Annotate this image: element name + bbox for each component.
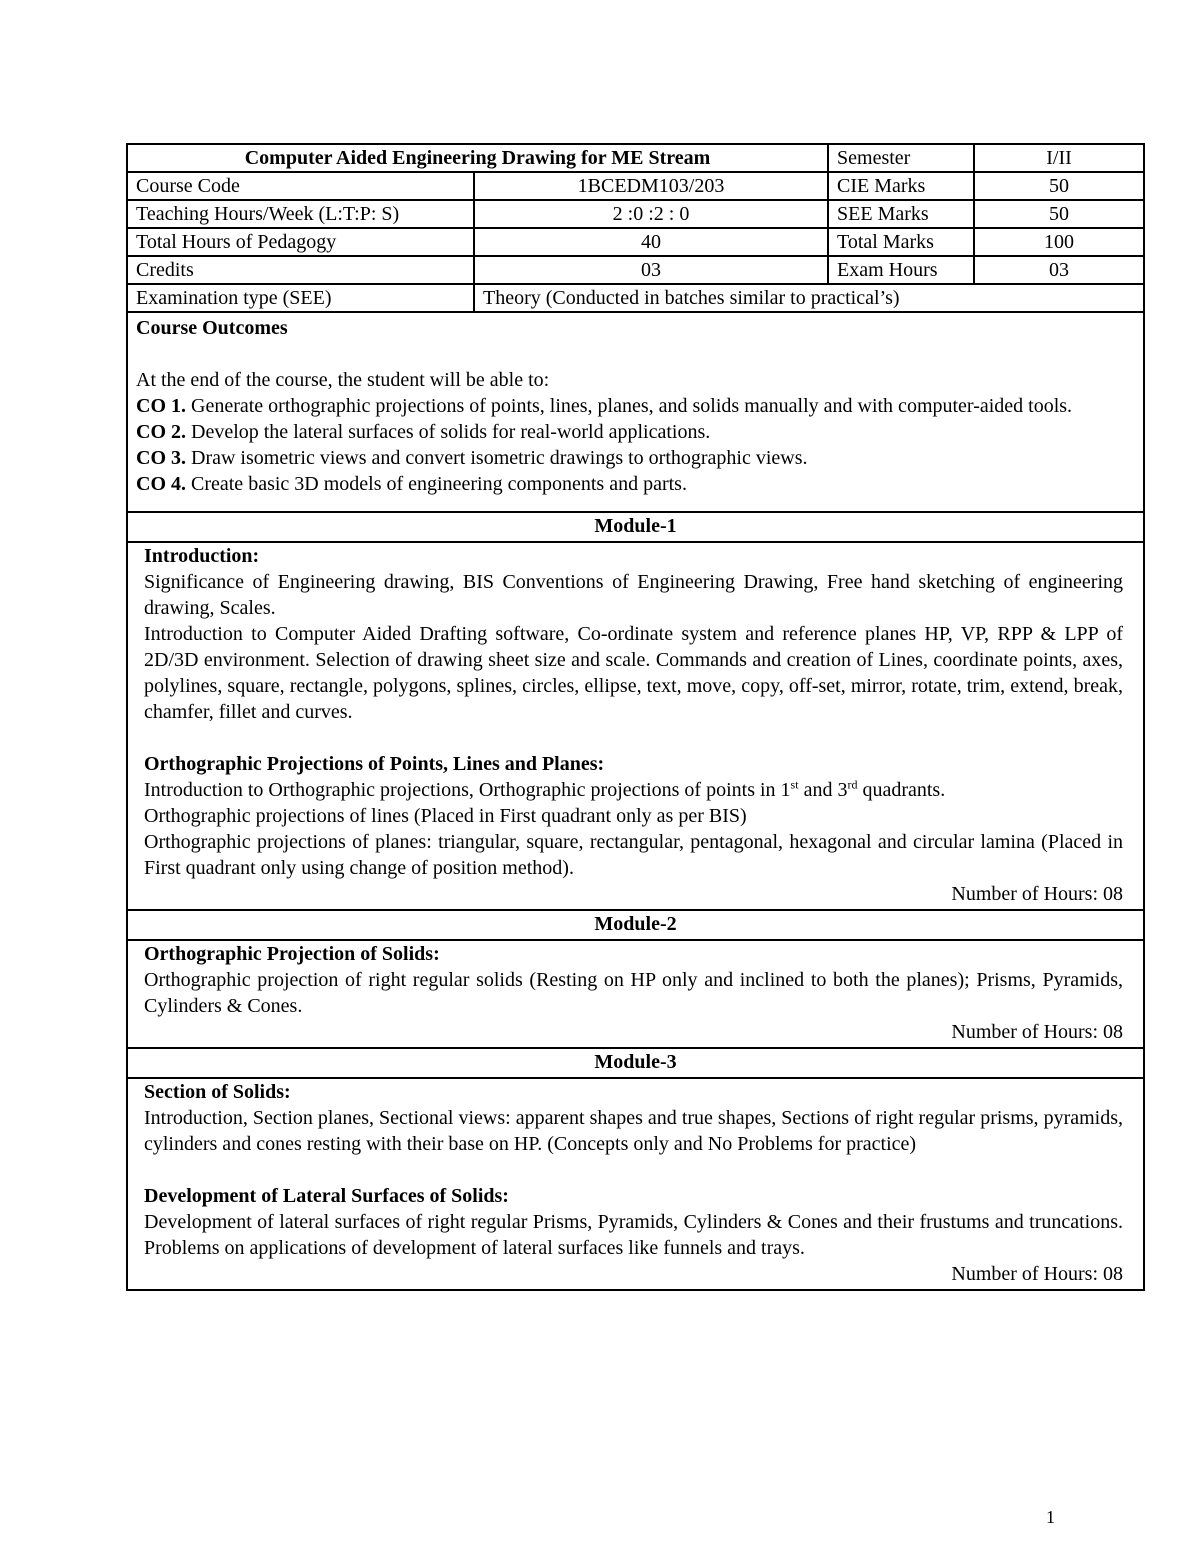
module-title-row xyxy=(127,1048,1144,1078)
info-value: 2 :0 :2 : 0 xyxy=(474,200,828,228)
info-value2: 50 xyxy=(974,172,1144,200)
spacer xyxy=(144,1157,1123,1183)
info-label2: Total Marks xyxy=(828,228,974,256)
semester-value: I/II xyxy=(974,144,1144,172)
module-body xyxy=(127,542,1144,910)
section-heading: Orthographic Projection of Solids: xyxy=(144,943,440,965)
info-label2: SEE Marks xyxy=(828,200,974,228)
section-paragraph xyxy=(144,777,1123,803)
co-text: Develop the lateral surfaces of solids for real-world applications. xyxy=(186,421,711,443)
exam-type-value: Theory (Conducted in batches similar to practical’s) xyxy=(474,284,1144,312)
section-paragraph: Orthographic projections of lines (Placed in First quadrant only as per BIS) xyxy=(144,805,747,827)
module-body-row xyxy=(127,1078,1144,1290)
course-outcome-item xyxy=(136,471,1135,497)
course-outcome-item xyxy=(136,419,1135,445)
section-heading: Development of Lateral Surfaces of Solids: xyxy=(144,1185,509,1207)
course-outcomes-cell xyxy=(127,312,1144,512)
course-title: Computer Aided Engineering Drawing for ME Stream xyxy=(127,144,828,172)
section-paragraph: Introduction to Computer Aided Drafting software, Co-ordinate system and reference planes HP, VP, RPP & LPP of 2D/3D environment. Selection of drawing sheet size and scale. Commands and creation of Lines, coordinate points, axes, polylines, square, rectangle, polygons, splines, circles, ellipse, text, move, copy, off-set, mirror, rotate, trim, extend, break, chamfer, fillet and curves. xyxy=(144,623,1124,723)
semester-label: Semester xyxy=(828,144,974,172)
course-outcome-item xyxy=(136,393,1135,419)
section-paragraph: Introduction, Section planes, Sectional views: apparent shapes and true shapes, Sections of right regular prisms, pyramids, cylinders and cones resting with their base on HP. (Concepts only and No Problems for practice) xyxy=(144,1107,1124,1155)
text-fragment: quadrants. xyxy=(857,779,946,801)
module-body-row xyxy=(127,940,1144,1048)
info-row xyxy=(127,200,1144,228)
info-value2: 50 xyxy=(974,200,1144,228)
exam-type-label: Examination type (SEE) xyxy=(127,284,474,312)
module-hours: Number of Hours: 08 xyxy=(951,1021,1124,1043)
module-hours: Number of Hours: 08 xyxy=(951,1263,1124,1285)
module-title-row xyxy=(127,512,1144,542)
module-body xyxy=(127,1078,1144,1290)
section-paragraph: Development of lateral surfaces of right regular Prisms, Pyramids, Cylinders & Cones and their frustums and truncations. Problems on applications of development of lateral surfaces like funnels and trays. xyxy=(144,1211,1124,1259)
info-label: Teaching Hours/Week (L:T:P: S) xyxy=(127,200,474,228)
exam-type-row xyxy=(127,284,1144,312)
syllabus-table xyxy=(126,143,1145,1291)
co-code: CO 3. xyxy=(136,447,186,469)
info-label: Course Code xyxy=(127,172,474,200)
section-heading: Section of Solids: xyxy=(144,1081,291,1103)
info-value: 03 xyxy=(474,256,828,284)
text-fragment: Introduction to Orthographic projections, Orthographic projections of points in 1 xyxy=(144,779,791,801)
info-label2: Exam Hours xyxy=(828,256,974,284)
module-title: Module-2 xyxy=(127,910,1144,940)
co-code: CO 2. xyxy=(136,421,186,443)
co-text: Create basic 3D models of engineering components and parts. xyxy=(186,473,687,495)
info-label: Credits xyxy=(127,256,474,284)
co-code: CO 1. xyxy=(136,395,186,417)
section-heading: Orthographic Projections of Points, Lines and Planes: xyxy=(144,753,605,775)
info-row xyxy=(127,228,1144,256)
course-outcomes-row xyxy=(127,312,1144,512)
info-row xyxy=(127,172,1144,200)
co-code: CO 4. xyxy=(136,473,186,495)
spacer xyxy=(136,341,1135,367)
page-number: 1 xyxy=(1046,1507,1055,1527)
module-body xyxy=(127,940,1144,1048)
superscript: rd xyxy=(847,777,858,792)
module-hours: Number of Hours: 08 xyxy=(951,883,1124,905)
module-title-row xyxy=(127,910,1144,940)
info-label2: CIE Marks xyxy=(828,172,974,200)
info-value2: 03 xyxy=(974,256,1144,284)
course-outcomes-intro: At the end of the course, the student will be able to: xyxy=(136,369,550,391)
module-title: Module-3 xyxy=(127,1048,1144,1078)
module-body-row xyxy=(127,542,1144,910)
title-row xyxy=(127,144,1144,172)
info-row xyxy=(127,256,1144,284)
superscript: st xyxy=(790,777,799,792)
co-text: Generate orthographic projections of points, lines, planes, and solids manually and with computer-aided tools. xyxy=(186,395,1073,417)
co-text: Draw isometric views and convert isometric drawings to orthographic views. xyxy=(186,447,808,469)
section-heading: Introduction: xyxy=(144,545,260,567)
info-value2: 100 xyxy=(974,228,1144,256)
spacer xyxy=(144,725,1123,751)
section-paragraph: Significance of Engineering drawing, BIS Conventions of Engineering Drawing, Free hand sketching of engineering drawing, Scales. xyxy=(144,571,1124,619)
info-value: 40 xyxy=(474,228,828,256)
course-outcomes-title: Course Outcomes xyxy=(136,317,288,339)
info-label: Total Hours of Pedagogy xyxy=(127,228,474,256)
text-fragment: and 3 xyxy=(798,779,848,801)
section-paragraph: Orthographic projection of right regular solids (Resting on HP only and inclined to both the planes); Prisms, Pyramids, Cylinders & Cones. xyxy=(144,969,1124,1017)
course-outcome-item xyxy=(136,445,1135,471)
info-value: 1BCEDM103/203 xyxy=(474,172,828,200)
section-paragraph: Orthographic projections of planes: triangular, square, rectangular, pentagonal, hexagonal and circular lamina (Placed in First quadrant only using change of position method). xyxy=(144,831,1124,879)
module-title: Module-1 xyxy=(127,512,1144,542)
